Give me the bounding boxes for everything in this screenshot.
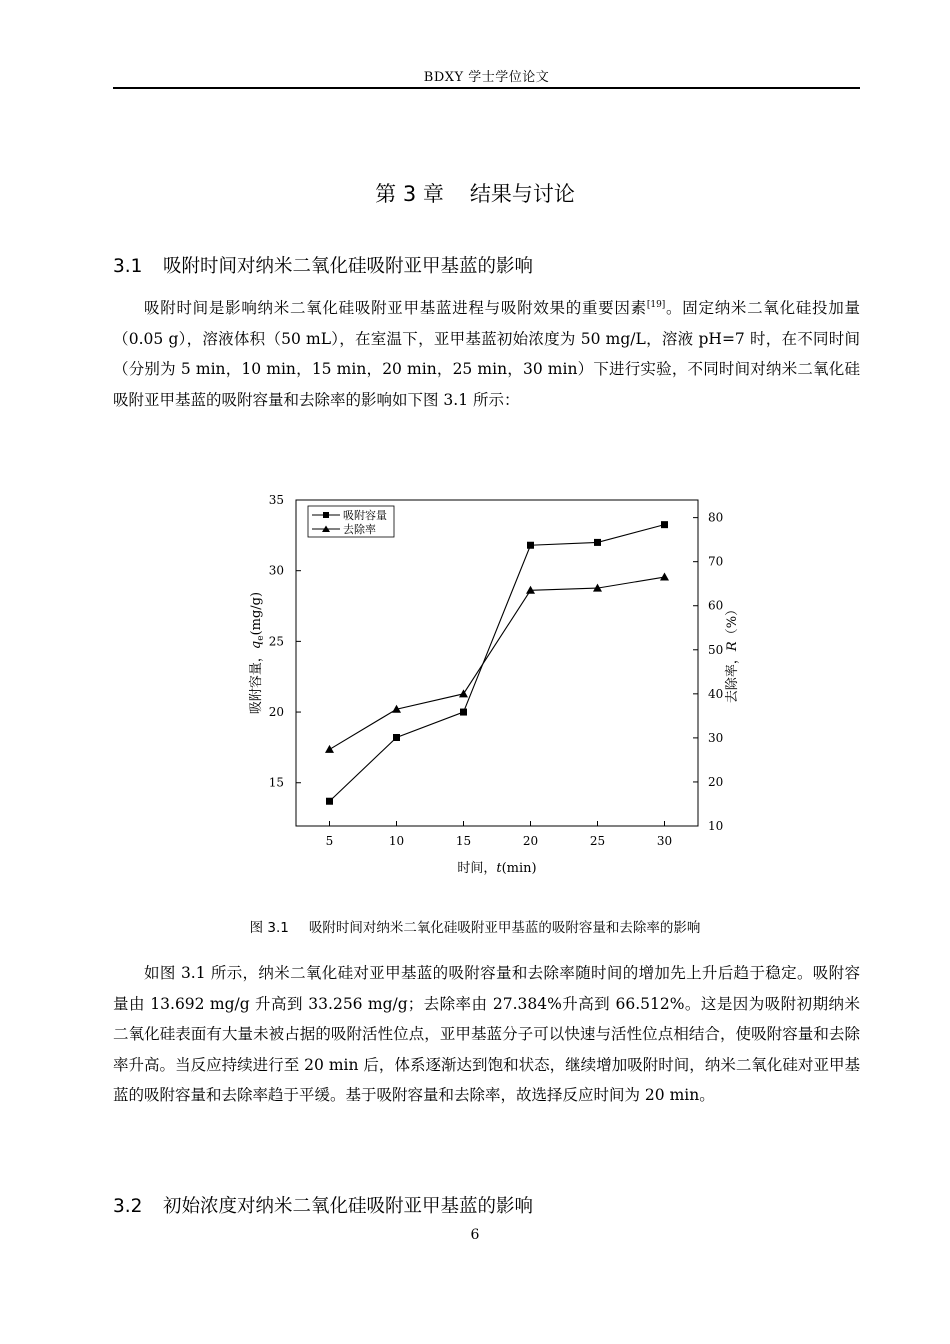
- section-title: 初始浓度对纳米二氧化硅吸附亚甲基蓝的影响: [163, 1196, 534, 1217]
- data-point-removal: [459, 689, 468, 697]
- legend: [308, 506, 394, 537]
- page-number: 6: [470, 1227, 480, 1243]
- citation: [19]: [646, 300, 666, 310]
- y-left-tick-label: 15: [268, 775, 284, 790]
- figure-3-1: [230, 490, 770, 890]
- y-left-tick-label: 30: [268, 563, 284, 578]
- y-right-tick-label: 10: [708, 819, 724, 833]
- section-heading-3-1: [113, 252, 533, 278]
- header-rule: [113, 87, 860, 89]
- section-title: 吸附时间对纳米二氧化硅吸附亚甲基蓝的影响: [163, 256, 534, 277]
- chapter-name: 结果与讨论: [469, 182, 575, 206]
- legend-marker-square: [323, 512, 329, 518]
- series-line-capacity: [330, 525, 665, 802]
- y-axis-right-label: 去除率，R（%）: [725, 602, 740, 704]
- y-right-tick-label: 20: [708, 774, 724, 789]
- data-point-removal: [325, 745, 334, 753]
- paragraph-1: 吸附时间是影响纳米二氧化硅吸附亚甲基蓝进程与吸附效果的重要因素[19]。固定纳米二氧化硅投加量（0.05 g），溶液体积（50 mL），在室温下，亚甲基蓝初始浓度为 50 mg/L，溶液 pH=7 时，在不同时间（分别为 5 min，10 min，15 min，20 min，25 min，30 min）下进行实验，不同时间对纳米二氧化硅吸附亚甲基蓝的吸附容量和去除率的影响如下图 3.1 所示：: [113, 299, 860, 409]
- y-left-tick-label: 25: [268, 634, 284, 649]
- paragraph-2: 如图 3.1 所示，纳米二氧化硅对亚甲基蓝的吸附容量和去除率随时间的增加先上升后趋于稳定。吸附容量由 13.692 mg/g 升高到 33.256 mg/g；去除率由 27.384%升高到 66.512%。这是因为吸附初期纳米二氧化硅表面有大量未被占据的吸附活性位点，亚甲基蓝分子可以快速与活性位点相结合，使吸附容量和去除率升高。当反应持续进行至 20 min 后，体系逐渐达到饱和状态，继续增加吸附时间，纳米二氧化硅对亚甲基蓝的吸附容量和去除率趋于平缓。基于吸附容量和去除率，故选择反应时间为 20 min。: [113, 964, 860, 1104]
- chapter-number: 第 3 章: [375, 182, 444, 206]
- x-tick-label: 30: [656, 834, 673, 848]
- y-right-tick-label: 50: [708, 642, 724, 657]
- data-point-capacity: [393, 734, 400, 741]
- page-header: BDXY 学士学位论文: [423, 70, 550, 85]
- figure-caption: [0, 916, 950, 936]
- y-left-tick-label: 35: [268, 493, 284, 507]
- data-point-removal: [660, 573, 669, 581]
- caption-number: 图 3.1: [249, 920, 289, 936]
- y-right-tick-label: 70: [708, 554, 724, 569]
- y-right-tick-label: 30: [708, 730, 724, 745]
- section-number: 3.1: [113, 256, 143, 277]
- y-right-tick-label: 60: [708, 598, 724, 613]
- plot-frame: [296, 500, 698, 826]
- x-tick-label: 10: [388, 834, 405, 848]
- line-chart: [230, 490, 770, 890]
- section-number: 3.2: [113, 1196, 143, 1217]
- data-point-capacity: [661, 521, 668, 528]
- x-tick-label: 5: [325, 834, 334, 848]
- chapter-title: [0, 178, 950, 208]
- y-right-tick-label: 80: [708, 510, 724, 525]
- legend-label-removal: 去除率: [343, 523, 376, 536]
- caption-text: 吸附时间对纳米二氧化硅吸附亚甲基蓝的吸附容量和去除率的影响: [308, 920, 701, 936]
- legend-label-capacity: 吸附容量: [343, 509, 387, 522]
- section-heading-3-2: [113, 1192, 533, 1218]
- x-axis-label: 时间，t(min): [457, 861, 537, 876]
- x-tick-label: 15: [455, 834, 472, 848]
- data-point-capacity: [326, 798, 333, 805]
- data-point-capacity: [460, 709, 467, 716]
- data-point-capacity: [527, 542, 534, 549]
- x-tick-label: 20: [522, 834, 539, 848]
- data-point-capacity: [594, 539, 601, 546]
- y-left-tick-label: 20: [268, 705, 284, 720]
- series-line-removal: [330, 577, 665, 749]
- x-tick-label: 25: [589, 834, 606, 848]
- y-right-tick-label: 40: [708, 686, 724, 701]
- y-axis-left-label: 吸附容量，$q_e(mg/g)$: [249, 591, 266, 715]
